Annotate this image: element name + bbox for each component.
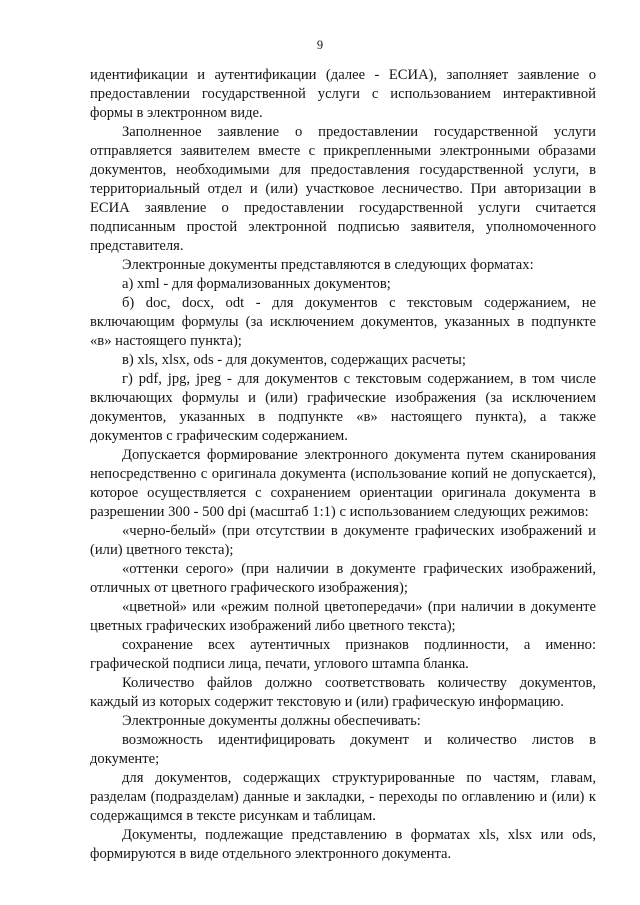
scan-mode-authenticity: сохранение всех аутентичных признаков подлинности, а именно: графической подписи лица, печати, углового штампа бланка. [90,637,596,672]
list-item-b: б) doc, docx, odt - для документов с текстовым содержанием, не включающим формулы (за исключением документов, указанных в подпункте «в» настоящего пункта); [90,295,596,349]
scan-mode-grayscale: «оттенки серого» (при наличии в документе графических изображений, отличных от цветного графического изображения); [90,561,596,596]
paragraph-requirements-intro: Электронные документы должны обеспечивать: [122,713,421,729]
requirement-identify: возможность идентифицировать документ и количество листов в документе; [90,732,596,767]
requirement-navigation: для документов, содержащих структурированные по частям, главам, разделам (подразделам) данные и закладки, - переходы по оглавлению и (или) к содержащимся в тексте рисункам и таблицам. [90,770,596,824]
paragraph-submitted-application: Заполненное заявление о предоставлении государственной услуги отправляется заявителем вместе с прикрепленными электронными образами документов, необходимыми для предоставления государственной услуги, в территориальный отдел и (или) участковое лесничество. При авторизации в ЕСИА заявление о предоставлении государственной услуги считается подписанным простой электронной подписью заявителя, уполномоченного представителя. [90,124,596,254]
list-item-a: а) xml - для формализованных документов; [122,276,391,292]
paragraph-file-count: Количество файлов должно соответствовать количеству документов, каждый из которых содержит текстовую и (или) графическую информацию. [90,675,596,710]
scan-mode-black-white: «черно-белый» (при отсутствии в документе графических изображений и (или) цветного текста); [90,523,596,558]
list-item-v: в) xls, xlsx, ods - для документов, содержащих расчеты; [122,352,466,368]
paragraph-scanning: Допускается формирование электронного документа путем сканирования непосредственно с оригинала документа (использование копий не допускается), которое осуществляется с сохранением ориентации оригинала документа в разрешении 300 - 500 dpi (масштаб 1:1) с использованием следующих режимов: [90,447,596,520]
scan-mode-color: «цветной» или «режим полной цветопередачи» (при наличии в документе цветных графических изображений либо цветного текста); [90,599,596,634]
paragraph-spreadsheets: Документы, подлежащие представлению в форматах xls, xlsx или ods, формируются в виде отдельного электронного документа. [90,827,596,862]
page-number: 9 [316,38,324,52]
document-body [90,66,596,864]
paragraph-esia-continuation: идентификации и аутентификации (далее - ЕСИА), заполняет заявление о предоставлении государственной услуги с использованием интерактивной формы в электронном виде. [90,67,596,121]
list-item-g: г) pdf, jpg, jpeg - для документов с текстовым содержанием, в том числе включающих формулы и (или) графические изображения (за исключением документов, указанных в подпункте «в» настоящего пункта), а также документов с графическим содержанием. [90,371,596,444]
paragraph-formats-intro: Электронные документы представляются в следующих форматах: [122,257,534,273]
